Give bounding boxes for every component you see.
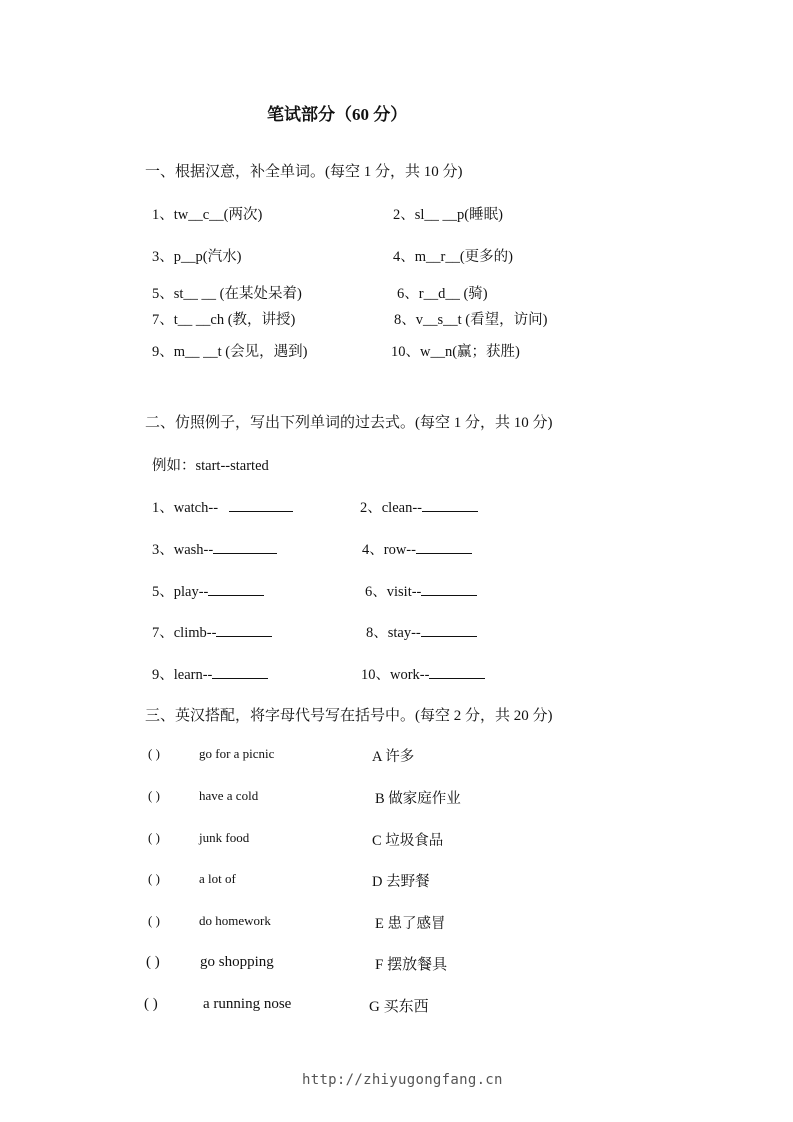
s3-cn-6: F 摆放餐具: [375, 957, 448, 973]
s3-paren: ( ): [148, 746, 160, 761]
s3-en-1: go for a picnic: [199, 746, 275, 761]
s1-item-1: 1、tw__c__(两次): [152, 207, 263, 223]
s3-cn-5: E 患了感冒: [375, 916, 446, 932]
footer-url[interactable]: http://zhiyugongfang.cn: [302, 1072, 503, 1088]
s3-paren: ( ): [148, 830, 160, 845]
s2-item-7: 7、climb--: [152, 621, 272, 642]
s1-item-4: 4、m__r__(更多的): [393, 249, 514, 265]
section1-heading: 一、根据汉意，补全单词。(每空 1 分，共 10 分): [145, 164, 463, 180]
s2-item-9: 9、learn--: [152, 663, 268, 684]
s3-cn-3: C 垃圾食品: [372, 833, 444, 849]
answer-blank: [421, 583, 477, 596]
s1-item-3: 3、p__p(汽水): [152, 249, 242, 265]
answer-blank: [216, 624, 272, 637]
answer-blank: [421, 624, 477, 637]
s2-item-8: 8、stay--: [366, 621, 477, 642]
s2-example: 例如：start--started: [152, 458, 269, 474]
s1-item-2: 2、sl__ __p(睡眠): [393, 207, 503, 223]
s2-item-3: 3、wash--: [152, 538, 277, 559]
s2-item-4: 4、row--: [362, 538, 472, 559]
section3-heading: 三、英汉搭配，将字母代号写在括号中。(每空 2 分，共 20 分): [145, 708, 553, 724]
s3-cn-4: D 去野餐: [372, 874, 430, 890]
s1-item-8: 8、v__s__t (看望，访问): [394, 312, 548, 328]
answer-blank: [416, 541, 472, 554]
s3-paren: ( ): [144, 996, 158, 1012]
s3-cn-7: G 买东西: [369, 999, 429, 1015]
s3-en-2: have a cold: [199, 788, 259, 803]
s2-item-6: 6、visit--: [365, 580, 477, 601]
s1-item-6: 6、r__d__ (骑): [397, 286, 488, 302]
s3-cn-1: A 许多: [372, 749, 415, 765]
answer-blank: [422, 499, 478, 512]
s3-paren: ( ): [146, 954, 160, 970]
answer-blank: [429, 666, 485, 679]
s3-en-3: junk food: [199, 830, 250, 845]
s3-paren: ( ): [148, 913, 160, 928]
answer-blank: [229, 499, 293, 512]
answer-blank: [212, 666, 268, 679]
s3-cn-2: B 做家庭作业: [375, 791, 461, 807]
answer-blank: [208, 583, 264, 596]
answer-blank: [213, 541, 277, 554]
s1-item-5: 5、st__ __ (在某处呆着): [152, 286, 302, 302]
page-title: 笔试部分（60 分）: [267, 105, 408, 124]
s1-item-9: 9、m__ __t (会见，遇到): [152, 344, 308, 360]
s3-en-4: a lot of: [199, 871, 236, 886]
s3-paren: ( ): [148, 788, 160, 803]
section2-heading: 二、仿照例子，写出下列单词的过去式。(每空 1 分，共 10 分): [145, 415, 553, 431]
s3-en-6: go shopping: [200, 954, 274, 970]
s2-item-1: 1、watch--: [152, 496, 293, 517]
s2-item-10: 10、work--: [361, 663, 485, 684]
s1-item-10: 10、w__n(赢；获胜): [391, 344, 520, 360]
s3-en-5: do homework: [199, 913, 271, 928]
s2-item-2: 2、clean--: [360, 496, 478, 517]
s1-item-7: 7、t__ __ch (教，讲授): [152, 312, 296, 328]
s3-paren: ( ): [148, 871, 160, 886]
s3-en-7: a running nose: [203, 996, 292, 1012]
s2-item-5: 5、play--: [152, 580, 264, 601]
